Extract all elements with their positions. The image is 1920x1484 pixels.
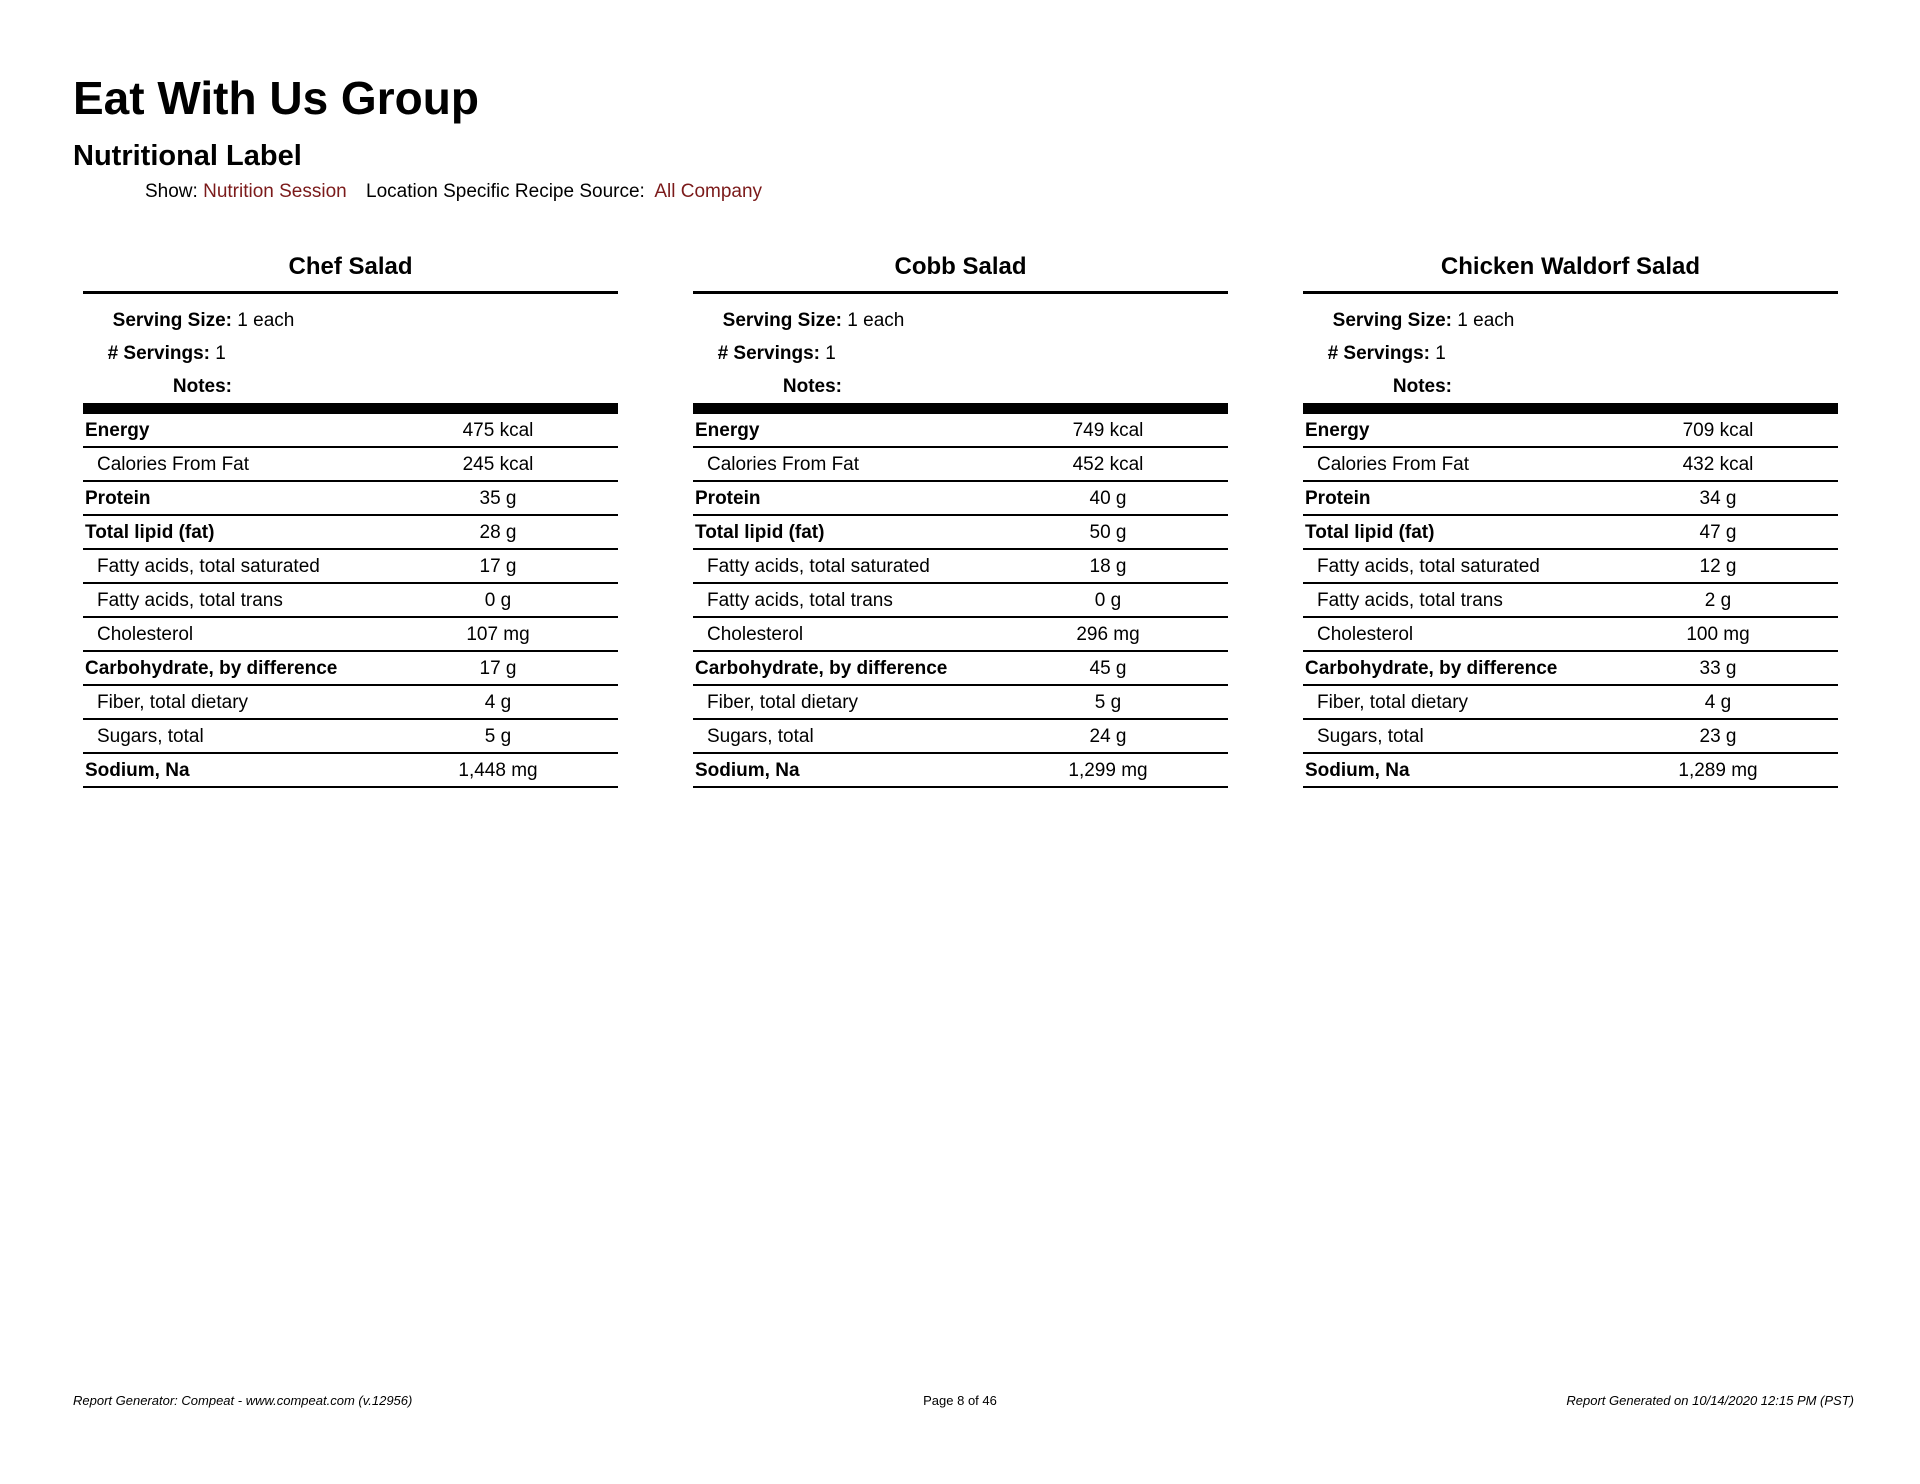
nutrient-row — [83, 618, 618, 652]
nutrient-name: Sugars, total — [1317, 726, 1424, 747]
show-filter-value: Nutrition Session — [203, 181, 347, 202]
nutrient-name: Sugars, total — [707, 726, 814, 747]
recipe-name: Cobb Salad — [693, 250, 1228, 294]
thick-divider — [693, 403, 1228, 414]
nutrient-value: 1,448 mg — [458, 760, 538, 781]
nutrient-value: 24 g — [1089, 726, 1127, 747]
nutrition-labels — [83, 250, 1838, 788]
nutrient-name: Cholesterol — [1317, 624, 1414, 645]
nutrient-row — [83, 414, 618, 448]
nutrient-value: 0 g — [1094, 590, 1122, 611]
nutrient-value: 709 kcal — [1682, 420, 1754, 441]
serving-size-label: Serving Size: — [722, 310, 842, 331]
source-filter-label: Location Specific Recipe Source: — [366, 181, 645, 202]
nutrient-value: 40 g — [1089, 488, 1127, 509]
nutrient-row — [693, 686, 1228, 720]
thick-divider — [1303, 403, 1838, 414]
nutrient-value: 749 kcal — [1072, 420, 1144, 441]
nutrient-row — [693, 448, 1228, 482]
nutrient-row — [693, 516, 1228, 550]
nutrient-value: 475 kcal — [462, 420, 534, 441]
nutrient-row — [83, 754, 618, 788]
nutrient-row — [83, 482, 618, 516]
serving-size-value: 1 each — [1457, 310, 1515, 331]
nutrient-value: 35 g — [479, 488, 517, 509]
servings-label: # Servings: — [717, 343, 820, 364]
servings-label: # Servings: — [107, 343, 210, 364]
nutrient-value: 2 g — [1704, 590, 1732, 611]
nutrient-name: Protein — [1305, 488, 1371, 509]
nutrient-value: 18 g — [1089, 556, 1127, 577]
nutrient-value: 1,299 mg — [1068, 760, 1148, 781]
nutrient-name: Energy — [1305, 420, 1370, 441]
nutrient-name: Cholesterol — [97, 624, 194, 645]
report-filters — [145, 180, 762, 204]
nutrient-name: Calories From Fat — [97, 454, 250, 475]
servings-value: 1 — [1435, 343, 1446, 364]
nutrient-name: Energy — [695, 420, 760, 441]
nutrient-row — [83, 550, 618, 584]
nutrient-value: 107 mg — [466, 624, 530, 645]
servings-value: 1 — [215, 343, 226, 364]
nutrient-row — [693, 550, 1228, 584]
nutrient-row — [83, 584, 618, 618]
nutrient-value: 50 g — [1089, 522, 1127, 543]
nutrient-row — [1303, 754, 1838, 788]
nutrient-value: 100 mg — [1686, 624, 1750, 645]
company-title: Eat With Us Group — [73, 72, 479, 124]
nutrient-name: Sodium, Na — [85, 760, 190, 781]
nutrient-value: 1,289 mg — [1678, 760, 1758, 781]
page-number: Page 8 of 46 — [923, 1393, 997, 1408]
nutrient-name: Fatty acids, total saturated — [97, 556, 320, 577]
nutrient-name: Carbohydrate, by difference — [695, 658, 948, 679]
nutrient-row — [693, 414, 1228, 448]
nutrient-value: 296 mg — [1076, 624, 1140, 645]
serving-size-value: 1 each — [847, 310, 905, 331]
nutrient-row — [1303, 550, 1838, 584]
servings-value: 1 — [825, 343, 836, 364]
nutrient-row — [83, 652, 618, 686]
nutrient-value: 45 g — [1089, 658, 1127, 679]
nutrient-name: Carbohydrate, by difference — [1305, 658, 1558, 679]
nutrient-name: Fatty acids, total trans — [707, 590, 893, 611]
nutrient-value: 34 g — [1699, 488, 1737, 509]
nutrient-name: Fiber, total dietary — [707, 692, 859, 713]
nutrition-label-cobb-salad — [693, 250, 1228, 788]
nutrient-row — [693, 652, 1228, 686]
nutrient-row — [1303, 584, 1838, 618]
nutrient-name: Protein — [85, 488, 151, 509]
nutrient-value: 47 g — [1699, 522, 1737, 543]
nutrient-name: Energy — [85, 420, 150, 441]
nutrient-value: 17 g — [479, 658, 517, 679]
nutrient-name: Sodium, Na — [695, 760, 800, 781]
nutrient-name: Calories From Fat — [1317, 454, 1470, 475]
nutrient-row — [693, 754, 1228, 788]
nutrient-row — [1303, 652, 1838, 686]
nutrient-value: 452 kcal — [1072, 454, 1144, 475]
recipe-name: Chicken Waldorf Salad — [1303, 250, 1838, 294]
nutrient-name: Fiber, total dietary — [97, 692, 249, 713]
servings-label: # Servings: — [1327, 343, 1430, 364]
show-filter-label: Show: — [145, 181, 198, 202]
report-generated-timestamp: Report Generated on 10/14/2020 12:15 PM (PST) — [1566, 1393, 1854, 1408]
nutrient-name: Calories From Fat — [707, 454, 860, 475]
nutrient-value: 245 kcal — [462, 454, 534, 475]
nutrition-label-chicken-waldorf-salad — [1303, 250, 1838, 788]
nutrient-row — [83, 516, 618, 550]
report-title: Nutritional Label — [73, 140, 302, 172]
source-filter-value: All Company — [654, 181, 763, 202]
nutrient-value: 5 g — [1094, 692, 1122, 713]
notes-label: Notes: — [782, 376, 842, 397]
nutrient-row — [1303, 720, 1838, 754]
nutrient-value: 4 g — [484, 692, 512, 713]
nutrient-name: Sugars, total — [97, 726, 204, 747]
nutrient-row — [1303, 686, 1838, 720]
nutrient-value: 4 g — [1704, 692, 1732, 713]
nutrient-name: Sodium, Na — [1305, 760, 1410, 781]
nutrient-name: Fatty acids, total saturated — [707, 556, 930, 577]
nutrient-value: 28 g — [479, 522, 517, 543]
nutrient-row — [83, 720, 618, 754]
nutrient-row — [83, 686, 618, 720]
nutrient-name: Total lipid (fat) — [85, 522, 215, 543]
nutrient-name: Fatty acids, total saturated — [1317, 556, 1540, 577]
nutrient-name: Fatty acids, total trans — [1317, 590, 1503, 611]
nutrient-name: Total lipid (fat) — [1305, 522, 1435, 543]
nutrient-value: 23 g — [1699, 726, 1737, 747]
nutrient-row — [693, 618, 1228, 652]
nutrient-row — [693, 482, 1228, 516]
serving-size-value: 1 each — [237, 310, 295, 331]
nutrient-row — [1303, 448, 1838, 482]
nutrient-value: 12 g — [1699, 556, 1737, 577]
nutrient-row — [1303, 482, 1838, 516]
notes-label: Notes: — [1392, 376, 1452, 397]
nutrition-label-chef-salad — [83, 250, 618, 788]
nutrient-name: Carbohydrate, by difference — [85, 658, 338, 679]
serving-info — [83, 294, 618, 405]
nutrient-name: Fatty acids, total trans — [97, 590, 283, 611]
nutrient-value: 33 g — [1699, 658, 1737, 679]
recipe-name: Chef Salad — [83, 250, 618, 294]
nutrient-value: 5 g — [484, 726, 512, 747]
nutrient-row — [1303, 414, 1838, 448]
notes-label: Notes: — [172, 376, 232, 397]
nutrient-row — [1303, 618, 1838, 652]
serving-size-label: Serving Size: — [1332, 310, 1452, 331]
nutrient-name: Cholesterol — [707, 624, 804, 645]
serving-info — [1303, 294, 1838, 405]
thick-divider — [83, 403, 618, 414]
nutrient-value: 0 g — [484, 590, 512, 611]
nutrient-value: 17 g — [479, 556, 517, 577]
nutrient-row — [693, 720, 1228, 754]
nutrient-row — [693, 584, 1228, 618]
nutrient-name: Total lipid (fat) — [695, 522, 825, 543]
nutrient-name: Fiber, total dietary — [1317, 692, 1469, 713]
nutrient-value: 432 kcal — [1682, 454, 1754, 475]
nutrient-name: Protein — [695, 488, 761, 509]
nutrient-row — [1303, 516, 1838, 550]
nutrient-row — [83, 448, 618, 482]
serving-info — [693, 294, 1228, 405]
report-generator-footer: Report Generator: Compeat - www.compeat.com (v.12956) — [73, 1393, 413, 1408]
serving-size-label: Serving Size: — [112, 310, 232, 331]
